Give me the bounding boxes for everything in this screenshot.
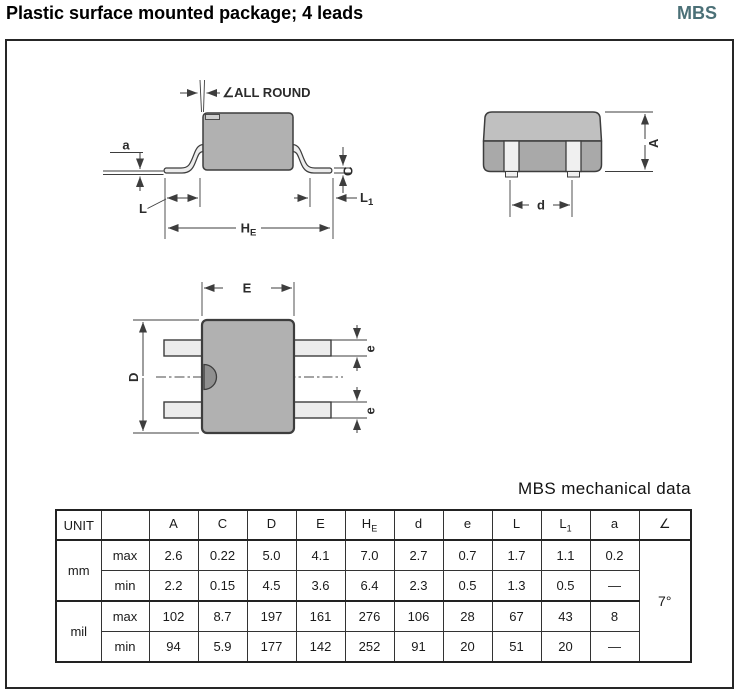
page-title: Plastic surface mounted package; 4 leads [6,3,364,23]
table-cell: 0.15 [198,571,247,602]
table-cell: 2.3 [394,571,443,602]
table-cell: 0.5 [541,571,590,602]
column-header: D [247,510,296,540]
table-cell: 3.6 [296,571,345,602]
table-cell: 67 [492,601,541,632]
table-cell: 102 [149,601,198,632]
column-header: $H_E$ [345,510,394,540]
top-view-drawing [125,268,390,468]
table-cell: 2.6 [149,540,198,571]
column-header: d [394,510,443,540]
table-cell: 276 [345,601,394,632]
column-header: A [149,510,198,540]
side-view-drawing [90,70,400,250]
table-cell: 94 [149,632,198,663]
lead-bottom-left [164,402,202,418]
table-cell: 4.5 [247,571,296,602]
table-cell: 0.2 [590,540,639,571]
dim-c [334,147,356,193]
lead-front-left [504,141,519,177]
lead-right [293,145,332,174]
table-cell: 142 [296,632,345,663]
package-body-front-face [484,141,602,172]
table-cell: 8.7 [198,601,247,632]
dim-label-a: a [122,137,130,153]
column-header: a [590,510,639,540]
package-body-side [203,113,293,170]
lead-top-right [294,340,331,356]
table-cell: 1.1 [541,540,590,571]
table-cell: 161 [296,601,345,632]
table-cell: 51 [492,632,541,663]
column-header: $L_1$ [541,510,590,540]
package-body-top-face [484,112,602,141]
dim-a [103,138,164,192]
table-cell: 0.5 [443,571,492,602]
dim-label-d: d [537,197,545,213]
lead-front-right [566,141,581,177]
package-name-badge: MBS [677,3,717,23]
dim-label-d-length: D [126,372,141,382]
column-header: L [492,510,541,540]
lead-bottom-right [294,402,331,418]
dim-label-e-pitch-bottom: e [362,407,378,415]
table-cell: 20 [541,632,590,663]
dim-label-c: C [340,166,356,176]
table-cell: 177 [247,632,296,663]
column-header: E [296,510,345,540]
dim-label-e-width: E [242,280,252,296]
table-cell: 5.9 [198,632,247,663]
table-row [56,632,691,663]
table-cell: 7.0 [345,540,394,571]
column-header: C [198,510,247,540]
all-round-label: ∠ALL ROUND [222,85,311,100]
table-cell: 6.4 [345,571,394,602]
table-row [56,540,691,571]
table-cell: 28 [443,601,492,632]
dim-label-a-height: A [646,138,661,148]
table-cell: 8 [590,601,639,632]
table-title: MBS mechanical data [518,479,691,498]
unit-cell: mm [56,540,101,601]
table-cell: — [590,632,639,663]
bound-header [101,510,149,540]
angle-value-cell: 7° [639,540,691,662]
table-header-row [56,510,691,540]
dim-label-l1: $L_1$ [360,190,374,208]
mechanical-data-table [55,509,692,663]
dim-l1 [294,178,374,208]
table-cell: 2.2 [149,571,198,602]
perspective-view-drawing [450,85,710,225]
table-cell: 2.7 [394,540,443,571]
bound-cell: min [101,571,149,602]
bound-cell: max [101,601,149,632]
table-cell: 4.1 [296,540,345,571]
table-row [56,571,691,602]
unit-header: UNIT [56,510,101,540]
unit-cell: mil [56,601,101,662]
draft-angle-callout [180,80,310,112]
table-cell: 5.0 [247,540,296,571]
dim-a-height [605,112,661,172]
dim-e-width [202,281,294,317]
dim-label-he: $H_E$ [240,220,257,239]
table-cell: 0.22 [198,540,247,571]
dim-l [139,178,200,239]
table-cell: 197 [247,601,296,632]
dim-label-l: L [139,201,147,216]
column-header: e [443,510,492,540]
table-cell: 1.7 [492,540,541,571]
dim-e-pitch-top [331,325,378,371]
dim-label-e-pitch-top: e [362,345,378,353]
table-cell: 43 [541,601,590,632]
lead-top-left [164,340,202,356]
bound-cell: max [101,540,149,571]
table-row [56,601,691,632]
table-cell: — [590,571,639,602]
table-cell: 1.3 [492,571,541,602]
dim-d [510,180,572,217]
table-cell: 20 [443,632,492,663]
dim-he [168,178,333,239]
dim-e-pitch-bottom [331,387,378,433]
pin1-mark [206,115,220,120]
table-cell: 0.7 [443,540,492,571]
table-cell: 106 [394,601,443,632]
lead-left [164,145,203,174]
table-cell: 91 [394,632,443,663]
bound-cell: min [101,632,149,663]
column-header: ∠ [639,510,691,540]
table-cell: 252 [345,632,394,663]
